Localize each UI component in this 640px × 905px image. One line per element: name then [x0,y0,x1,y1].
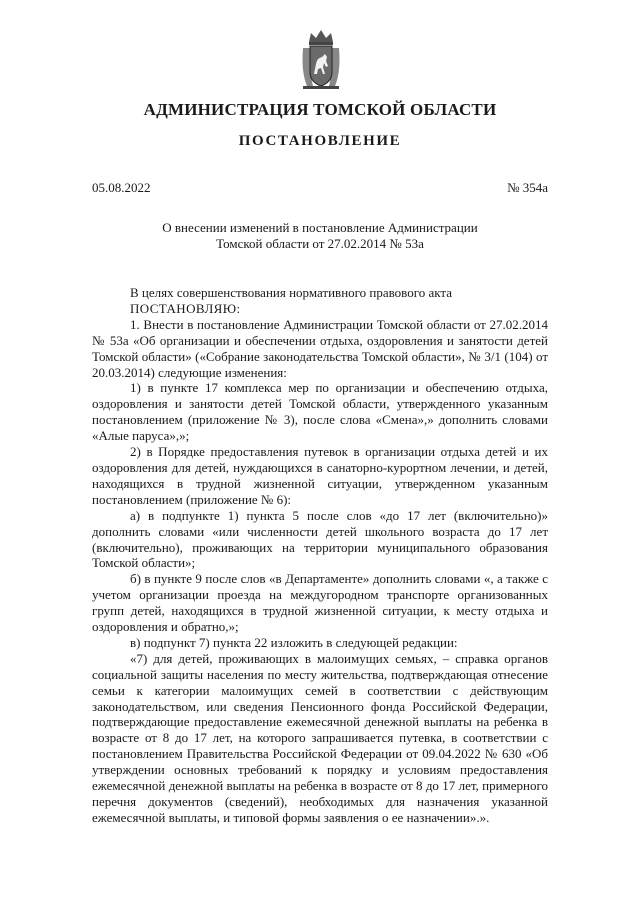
paragraph-c: в) подпункт 7) пункта 22 изложить в следующей редакции: [130,634,458,650]
document-body [92,285,548,826]
paragraph-1-1: 1) в пункте 17 комплекса мер по организации и обеспечению отдыха, оздоровления и занятости детей Томской области, утвержденного указанным постановлением (приложение № 3), после слова «Смена»,» дополнить словами «Алые паруса»,»; [92,380,548,444]
subject-line-2: Томской области от 27.02.2014 № 53а [216,236,424,251]
decree-word: ПОСТАНОВЛЯЮ: [130,300,241,316]
paragraph-1-2: 2) в Порядке предоставления путевок в организации отдыха детей и их оздоровления для детей, нуждающихся в санаторно-курортном лечении, и детей, находящихся в трудной жизненной ситуации, утвержденном указанным постановлением (приложение № 6): [92,444,548,507]
preamble: В целях совершенствования нормативного правового акта [130,285,453,300]
document-date: 05.08.2022 [92,180,151,195]
document-type: ПОСТАНОВЛЕНИЕ [238,133,402,149]
organization-title: АДМИНИСТРАЦИЯ ТОМСКОЙ ОБЛАСТИ [143,100,497,119]
document-number: № 354а [507,180,548,195]
paragraph-quote: «7) для детей, проживающих в малоимущих семьях, – справка органов социальной защиты населения по месту жительства, подтверждающая отнесение семьи к категории малоимущих семей в соответствии с действующим законодательством, или сведения Пенсионного фонда Российской Федерации, подтверждающие предоставление ежемесячной денежной выплаты на ребенка в возрасте от 8 до 17 лет, на которого запрашивается путевка, в соответствии с постановлением Правительства Российской Федерации от 09.04.2022 № 630 «Об утверждении основных требований к порядку и условиям предоставления ежемесячной денежной выплаты на ребенка в возрасте от 8 до 17 лет, примерного перечня документов (сведений), необходимых для назначения указанной ежемесячной выплаты, и типовой формы заявления о ее назначении».». [92,650,548,825]
paragraph-b: б) в пункте 9 после слов «в Департаменте» дополнить словами «, а также с учетом организации проезда на междугородном транспорте организованных групп детей, находящихся в трудной жизненной ситуации, к месту отдыха и оздоровления и обратно,»; [92,571,548,635]
tomsk-coat-of-arms-icon [299,28,343,90]
document-subject [150,220,490,252]
subject-line-1: О внесении изменений в постановление Администрации [162,220,478,235]
paragraph-1: 1. Внести в постановление Администрации Томской области от 27.02.2014 № 53а «Об организации и обеспечении отдыха, оздоровления и занятости детей Томской области» («Собрание законодательства Томской области», № 3/1 (104) от 20.03.2014) следующие изменения: [92,316,548,380]
paragraph-a: а) в подпункте 1) пункта 5 после слов «до 17 лет (включительно)» дополнить словами «или численности детей школьного возраста до 17 лет (включительно), проживающих на территории муниципального образования Томской области»; [92,507,548,571]
